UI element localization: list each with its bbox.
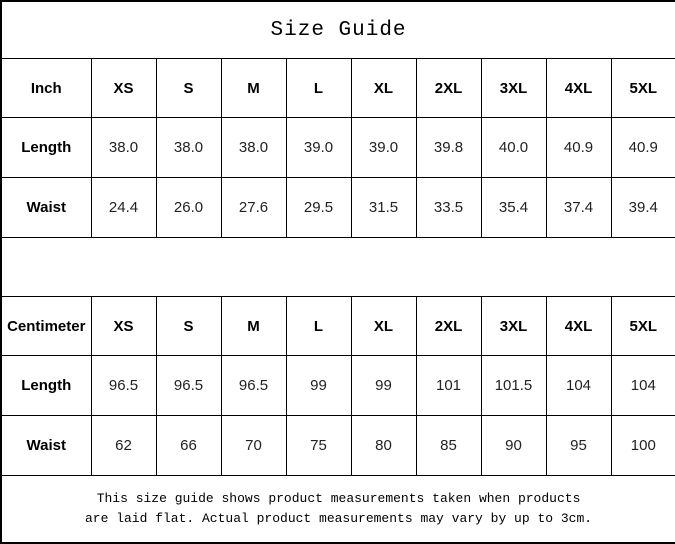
measurement-value: 96.5 — [221, 356, 286, 416]
spacer-row — [1, 238, 675, 297]
footer-line-2: are laid flat. Actual product measurements may vary by up to 3cm. — [84, 511, 593, 526]
footer-line-1: This size guide shows product measurements taken when products — [96, 491, 581, 506]
row-label-centimeter-waist: Waist — [1, 416, 91, 476]
measurement-value: 70 — [221, 416, 286, 476]
measurement-value: 66 — [156, 416, 221, 476]
unit-header-centimeter: Centimeter — [1, 297, 91, 356]
column-header-xl: XL — [351, 297, 416, 356]
measurement-value: 99 — [286, 356, 351, 416]
spacer-cell — [1, 238, 675, 297]
row-label-inch-waist: Waist — [1, 178, 91, 238]
column-header-m: M — [221, 297, 286, 356]
measurement-value: 96.5 — [156, 356, 221, 416]
title-row — [1, 1, 675, 59]
footer-row — [1, 476, 675, 544]
measurement-value: 80 — [351, 416, 416, 476]
column-header-l: L — [286, 297, 351, 356]
measurement-value: 95 — [546, 416, 611, 476]
column-header-2xl: 2XL — [416, 297, 481, 356]
measurement-value: 33.5 — [416, 178, 481, 238]
column-header-l: L — [286, 59, 351, 118]
column-header-2xl: 2XL — [416, 59, 481, 118]
measurement-value: 39.4 — [611, 178, 675, 238]
measurement-value: 29.5 — [286, 178, 351, 238]
measurement-value: 40.0 — [481, 118, 546, 178]
measurement-value: 24.4 — [91, 178, 156, 238]
column-header-s: S — [156, 297, 221, 356]
column-header-5xl: 5XL — [611, 297, 675, 356]
measurement-value: 104 — [611, 356, 675, 416]
column-header-xs: XS — [91, 297, 156, 356]
measurement-value: 99 — [351, 356, 416, 416]
measurement-value: 39.0 — [351, 118, 416, 178]
measurement-value: 27.6 — [221, 178, 286, 238]
measurement-value: 38.0 — [221, 118, 286, 178]
measurement-value: 90 — [481, 416, 546, 476]
column-header-3xl: 3XL — [481, 297, 546, 356]
column-header-3xl: 3XL — [481, 59, 546, 118]
inch-header-row — [1, 59, 675, 118]
centimeter-waist-row — [1, 416, 675, 476]
column-header-xl: XL — [351, 59, 416, 118]
column-header-5xl: 5XL — [611, 59, 675, 118]
inch-waist-row — [1, 178, 675, 238]
measurement-value: 40.9 — [546, 118, 611, 178]
column-header-4xl: 4XL — [546, 59, 611, 118]
row-label-centimeter-length: Length — [1, 356, 91, 416]
measurement-value: 40.9 — [611, 118, 675, 178]
measurement-value: 35.4 — [481, 178, 546, 238]
measurement-value: 31.5 — [351, 178, 416, 238]
measurement-value: 26.0 — [156, 178, 221, 238]
measurement-value: 62 — [91, 416, 156, 476]
measurement-value: 101 — [416, 356, 481, 416]
measurement-value: 96.5 — [91, 356, 156, 416]
unit-header-inch: Inch — [1, 59, 91, 118]
column-header-4xl: 4XL — [546, 297, 611, 356]
footer-note — [1, 476, 675, 544]
measurement-value: 101.5 — [481, 356, 546, 416]
centimeter-length-row — [1, 356, 675, 416]
centimeter-header-row — [1, 297, 675, 356]
measurement-value: 75 — [286, 416, 351, 476]
measurement-value: 38.0 — [91, 118, 156, 178]
column-header-m: M — [221, 59, 286, 118]
inch-length-row — [1, 118, 675, 178]
measurement-value: 85 — [416, 416, 481, 476]
measurement-value: 39.0 — [286, 118, 351, 178]
measurement-value: 39.8 — [416, 118, 481, 178]
measurement-value: 104 — [546, 356, 611, 416]
row-label-inch-length: Length — [1, 118, 91, 178]
measurement-value: 37.4 — [546, 178, 611, 238]
measurement-value: 100 — [611, 416, 675, 476]
column-header-xs: XS — [91, 59, 156, 118]
page-title: Size Guide — [1, 1, 675, 59]
column-header-s: S — [156, 59, 221, 118]
measurement-value: 38.0 — [156, 118, 221, 178]
